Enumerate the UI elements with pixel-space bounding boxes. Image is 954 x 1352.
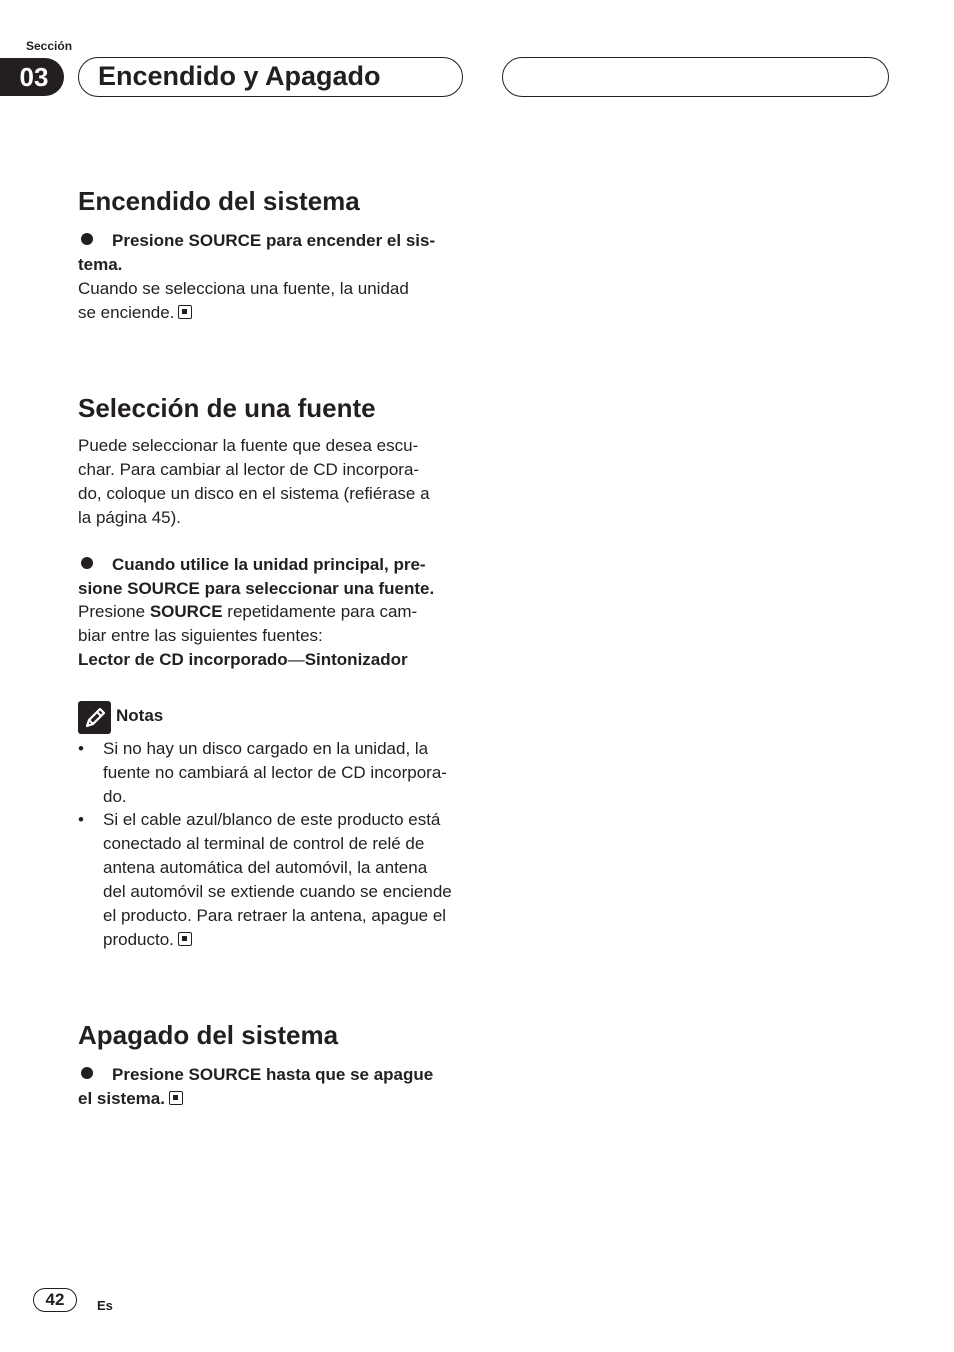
instruction-apagado: Presione SOURCE hasta que se apague el sistema. — [78, 1065, 434, 1108]
note-item: • Si el cable azul/blanco de este producto está conectado al terminal de control de relé de antena automática del automóvil, la antena del automóvil se extiende cuando se enciende el producto. Para retraer la antena, apague el producto. — [78, 810, 452, 949]
instruction-encendido: Presione SOURCE para encender el sis- tema. — [78, 231, 436, 274]
header-empty-frame — [502, 57, 889, 97]
bullet-icon — [81, 233, 93, 245]
desc-encendido: Cuando se selecciona una fuente, la unidad se enciende. — [78, 279, 409, 322]
end-mark-icon — [178, 932, 192, 946]
end-mark-icon — [178, 305, 192, 319]
intro-seleccion: Puede seleccionar la fuente que desea escu- char. Para cambiar al lector de CD incorpora- do, coloque un disco en el sistema (refiérase a la página 45). — [78, 436, 430, 527]
heading-apagado: Apagado del sistema — [78, 1020, 339, 1050]
section-label: Sección — [26, 39, 73, 53]
bullet-icon — [81, 1067, 93, 1079]
notes-label: Notas — [116, 706, 164, 725]
page-number: 42 — [33, 1288, 77, 1312]
heading-seleccion: Selección de una fuente — [78, 393, 376, 423]
desc-seleccion: Presione SOURCE repetidamente para cam- biar entre las siguientes fuentes: Lector de CD incorporado—Sintonizador — [78, 602, 418, 669]
instruction-seleccion: Cuando utilice la unidad principal, pre- sione SOURCE para seleccionar una fuente. — [78, 555, 435, 598]
heading-encendido: Encendido del sistema — [78, 186, 360, 216]
language-code: Es — [97, 1298, 113, 1313]
pencil-icon — [78, 701, 111, 734]
page-title: Encendido y Apagado — [98, 61, 381, 91]
note-item: • Si no hay un disco cargado en la unidad, la fuente no cambiará al lector de CD incorpora- do. — [78, 739, 447, 806]
section-number: 03 — [0, 58, 64, 96]
bullet-icon — [81, 557, 93, 569]
end-mark-icon — [169, 1091, 183, 1105]
